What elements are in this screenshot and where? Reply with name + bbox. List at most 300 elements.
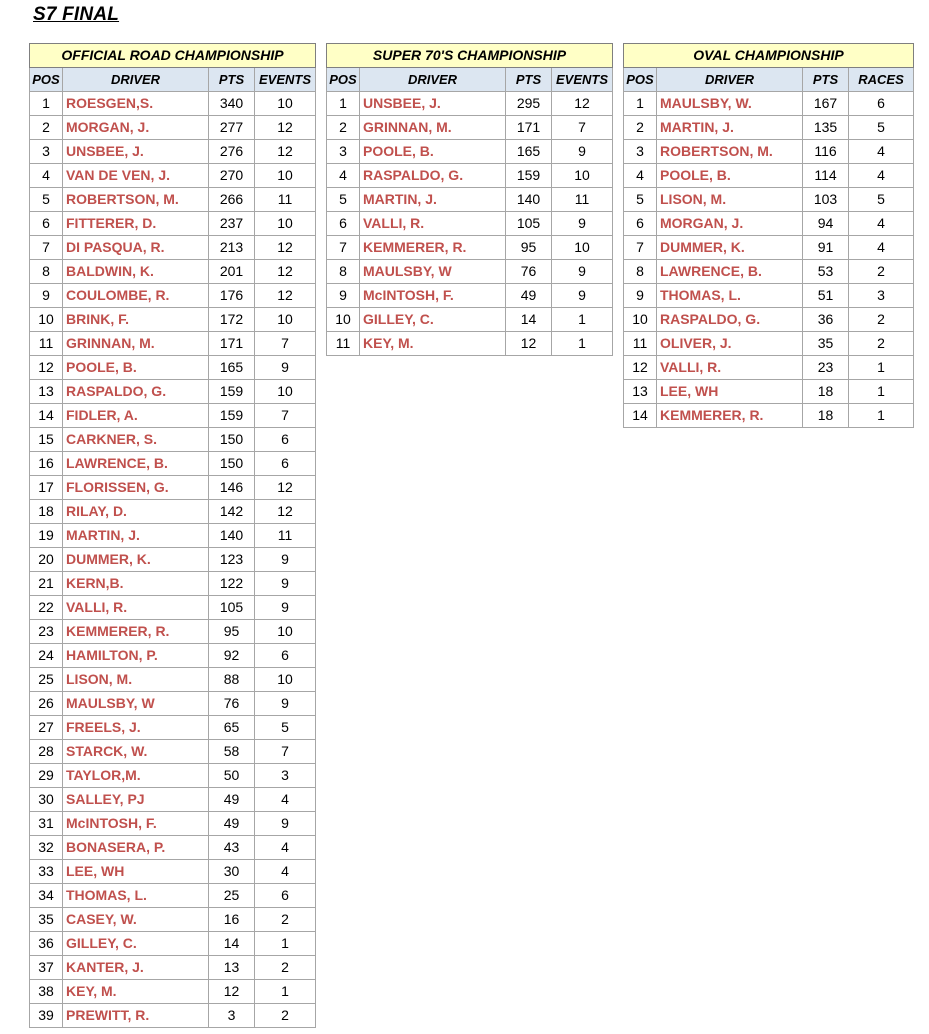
points-value: 213 [209,236,255,260]
standing-position: 33 [30,860,63,884]
table-row [30,284,316,308]
points-value: 146 [209,476,255,500]
count-value: 6 [255,452,316,476]
count-value: 7 [255,332,316,356]
count-value: 5 [849,188,914,212]
column-header-driver: DRIVER [63,68,209,92]
driver-name: CASEY, W. [63,908,209,932]
standing-position: 8 [624,260,657,284]
driver-name: POOLE, B. [63,356,209,380]
driver-name: VALLI, R. [63,596,209,620]
points-value: 76 [506,260,552,284]
table-row [30,260,316,284]
driver-name: RASPALDO, G. [63,380,209,404]
driver-name: POOLE, B. [360,140,506,164]
count-value: 10 [255,92,316,116]
points-value: 12 [209,980,255,1004]
standing-position: 2 [30,116,63,140]
table-row [30,884,316,908]
count-value: 3 [849,284,914,308]
points-value: 14 [506,308,552,332]
points-value: 165 [209,356,255,380]
count-value: 6 [255,644,316,668]
driver-name: LISON, M. [63,668,209,692]
standing-position: 11 [327,332,360,356]
table-row [30,428,316,452]
points-value: 201 [209,260,255,284]
standing-position: 34 [30,884,63,908]
table-row [30,356,316,380]
table-row [624,332,914,356]
table-row [30,236,316,260]
count-value: 4 [255,860,316,884]
count-value: 9 [552,140,613,164]
driver-name: KEMMERER, R. [360,236,506,260]
standing-position: 4 [30,164,63,188]
driver-name: OLIVER, J. [657,332,803,356]
count-value: 6 [255,884,316,908]
count-value: 6 [849,92,914,116]
driver-name: LISON, M. [657,188,803,212]
count-value: 12 [255,500,316,524]
table-row [624,92,914,116]
points-value: 95 [209,620,255,644]
points-value: 18 [803,380,849,404]
points-value: 159 [506,164,552,188]
standing-position: 6 [30,212,63,236]
table-row [327,164,613,188]
standing-position: 24 [30,644,63,668]
count-value: 2 [255,908,316,932]
count-value: 9 [552,284,613,308]
driver-name: LEE, WH [63,860,209,884]
table-row [30,620,316,644]
count-value: 10 [255,308,316,332]
standing-position: 5 [30,188,63,212]
count-value: 2 [255,956,316,980]
standing-position: 35 [30,908,63,932]
table-row [30,956,316,980]
count-value: 1 [849,380,914,404]
count-value: 1 [552,308,613,332]
points-value: 25 [209,884,255,908]
driver-name: MARTIN, J. [360,188,506,212]
points-value: 51 [803,284,849,308]
standing-position: 8 [30,260,63,284]
standing-position: 21 [30,572,63,596]
count-value: 12 [552,92,613,116]
column-header-driver: DRIVER [360,68,506,92]
count-value: 7 [255,404,316,428]
count-value: 1 [255,932,316,956]
points-value: 50 [209,764,255,788]
points-value: 295 [506,92,552,116]
page-title: S7 FINAL [33,4,120,25]
driver-name: RASPALDO, G. [360,164,506,188]
table-row [30,188,316,212]
super70-championship-table [326,43,613,356]
table-row [30,1004,316,1028]
driver-name: UNSBEE, J. [360,92,506,116]
count-value: 3 [255,764,316,788]
standing-position: 3 [30,140,63,164]
driver-name: MAULSBY, W [63,692,209,716]
points-value: 23 [803,356,849,380]
driver-name: KEMMERER, R. [657,404,803,428]
count-value: 2 [255,1004,316,1028]
points-value: 266 [209,188,255,212]
count-value: 2 [849,308,914,332]
points-value: 159 [209,380,255,404]
points-value: 30 [209,860,255,884]
driver-name: LEE, WH [657,380,803,404]
driver-name: DI PASQUA, R. [63,236,209,260]
table-row [624,164,914,188]
table-row [30,740,316,764]
driver-name: STARCK, W. [63,740,209,764]
standing-position: 1 [624,92,657,116]
points-value: 114 [803,164,849,188]
standing-position: 11 [624,332,657,356]
count-value: 12 [255,260,316,284]
table-row [30,572,316,596]
count-value: 9 [552,212,613,236]
table-row [30,836,316,860]
standing-position: 31 [30,812,63,836]
oval-championship-rows [624,92,914,428]
column-header-events: EVENTS [552,68,613,92]
count-value: 7 [255,740,316,764]
standing-position: 5 [327,188,360,212]
column-header-events: EVENTS [255,68,316,92]
standing-position: 16 [30,452,63,476]
points-value: 92 [209,644,255,668]
table-row [327,260,613,284]
points-value: 167 [803,92,849,116]
count-value: 10 [255,212,316,236]
table-row [624,236,914,260]
standing-position: 30 [30,788,63,812]
driver-name: ROBERTSON, M. [63,188,209,212]
count-value: 12 [255,284,316,308]
column-header-pos: POS [624,68,657,92]
count-value: 11 [255,188,316,212]
table-row [30,212,316,236]
table-row [30,764,316,788]
count-value: 10 [255,380,316,404]
count-value: 12 [255,140,316,164]
driver-name: RILAY, D. [63,500,209,524]
column-header-pts: PTS [506,68,552,92]
points-value: 237 [209,212,255,236]
table-row [30,716,316,740]
standing-position: 8 [327,260,360,284]
driver-name: VALLI, R. [360,212,506,236]
standing-position: 14 [624,404,657,428]
count-value: 1 [552,332,613,356]
table-row [624,356,914,380]
standing-position: 6 [624,212,657,236]
driver-name: PREWITT, R. [63,1004,209,1028]
points-value: 43 [209,836,255,860]
standing-position: 23 [30,620,63,644]
standing-position: 1 [327,92,360,116]
driver-name: THOMAS, L. [63,884,209,908]
points-value: 276 [209,140,255,164]
standing-position: 25 [30,668,63,692]
table-row [30,116,316,140]
driver-name: MAULSBY, W. [657,92,803,116]
points-value: 171 [209,332,255,356]
table-row [30,668,316,692]
table-row [327,116,613,140]
standing-position: 15 [30,428,63,452]
table-row [30,140,316,164]
driver-name: McINTOSH, F. [63,812,209,836]
standing-position: 5 [624,188,657,212]
count-value: 9 [255,548,316,572]
driver-name: GILLEY, C. [63,932,209,956]
standing-position: 4 [624,164,657,188]
road-championship-rows [30,92,316,1028]
driver-name: MARTIN, J. [63,524,209,548]
standing-position: 39 [30,1004,63,1028]
count-value: 9 [255,692,316,716]
standing-position: 1 [30,92,63,116]
column-header-driver: DRIVER [657,68,803,92]
table-row [327,284,613,308]
points-value: 16 [209,908,255,932]
standing-position: 7 [327,236,360,260]
points-value: 94 [803,212,849,236]
count-value: 1 [849,356,914,380]
table-row [30,332,316,356]
standing-position: 22 [30,596,63,620]
driver-name: POOLE, B. [657,164,803,188]
points-value: 36 [803,308,849,332]
points-value: 105 [209,596,255,620]
points-value: 91 [803,236,849,260]
count-value: 10 [255,668,316,692]
standing-position: 18 [30,500,63,524]
standing-position: 27 [30,716,63,740]
driver-name: DUMMER, K. [63,548,209,572]
table-row [327,212,613,236]
standing-position: 28 [30,740,63,764]
driver-name: BALDWIN, K. [63,260,209,284]
count-value: 9 [255,596,316,620]
standing-position: 6 [327,212,360,236]
points-value: 123 [209,548,255,572]
points-value: 270 [209,164,255,188]
super70-championship-title: SUPER 70'S CHAMPIONSHIP [327,44,613,68]
driver-name: KEY, M. [63,980,209,1004]
table-row [30,404,316,428]
standing-position: 13 [30,380,63,404]
standing-position: 13 [624,380,657,404]
points-value: 3 [209,1004,255,1028]
points-value: 340 [209,92,255,116]
driver-name: KEMMERER, R. [63,620,209,644]
points-value: 105 [506,212,552,236]
table-row [30,980,316,1004]
driver-name: MAULSBY, W [360,260,506,284]
table-row [30,692,316,716]
driver-name: BONASERA, P. [63,836,209,860]
driver-name: MORGAN, J. [657,212,803,236]
count-value: 1 [849,404,914,428]
standing-position: 7 [624,236,657,260]
driver-name: CARKNER, S. [63,428,209,452]
driver-name: BRINK, F. [63,308,209,332]
table-row [327,308,613,332]
points-value: 172 [209,308,255,332]
driver-name: FLORISSEN, G. [63,476,209,500]
table-row [30,788,316,812]
points-value: 14 [209,932,255,956]
points-value: 116 [803,140,849,164]
table-row [624,116,914,140]
table-row [624,308,914,332]
driver-name: UNSBEE, J. [63,140,209,164]
points-value: 95 [506,236,552,260]
driver-name: FITTERER, D. [63,212,209,236]
count-value: 4 [255,836,316,860]
standing-position: 9 [327,284,360,308]
points-value: 140 [209,524,255,548]
driver-name: SALLEY, PJ [63,788,209,812]
count-value: 4 [849,164,914,188]
standing-position: 2 [624,116,657,140]
super70-championship-rows [327,92,613,356]
table-row [624,404,914,428]
points-value: 165 [506,140,552,164]
table-row [30,548,316,572]
standing-position: 14 [30,404,63,428]
driver-name: HAMILTON, P. [63,644,209,668]
count-value: 4 [255,788,316,812]
standing-position: 29 [30,764,63,788]
count-value: 2 [849,260,914,284]
driver-name: VALLI, R. [657,356,803,380]
standing-position: 17 [30,476,63,500]
standing-position: 12 [624,356,657,380]
points-value: 142 [209,500,255,524]
standing-position: 2 [327,116,360,140]
count-value: 10 [255,620,316,644]
table-row [30,380,316,404]
driver-name: TAYLOR,M. [63,764,209,788]
table-row [327,236,613,260]
points-value: 35 [803,332,849,356]
table-row [327,140,613,164]
count-value: 11 [255,524,316,548]
table-row [624,140,914,164]
driver-name: KERN,B. [63,572,209,596]
points-value: 76 [209,692,255,716]
count-value: 5 [849,116,914,140]
column-header-pos: POS [30,68,63,92]
table-row [327,92,613,116]
count-value: 4 [849,140,914,164]
standing-position: 20 [30,548,63,572]
table-row [30,908,316,932]
count-value: 12 [255,116,316,140]
count-value: 10 [552,164,613,188]
points-value: 159 [209,404,255,428]
table-row [30,164,316,188]
standing-position: 9 [624,284,657,308]
driver-name: FIDLER, A. [63,404,209,428]
driver-name: RASPALDO, G. [657,308,803,332]
table-row [624,380,914,404]
points-value: 176 [209,284,255,308]
road-championship-title: OFFICIAL ROAD CHAMPIONSHIP [30,44,316,68]
driver-name: LAWRENCE, B. [657,260,803,284]
count-value: 12 [255,236,316,260]
count-value: 6 [255,428,316,452]
column-header-pos: POS [327,68,360,92]
driver-name: FREELS, J. [63,716,209,740]
column-header-races: RACES [849,68,914,92]
driver-name: VAN DE VEN, J. [63,164,209,188]
table-row [30,476,316,500]
standing-position: 37 [30,956,63,980]
count-value: 11 [552,188,613,212]
standing-position: 36 [30,932,63,956]
standing-position: 26 [30,692,63,716]
column-header-pts: PTS [803,68,849,92]
standing-position: 7 [30,236,63,260]
driver-name: KANTER, J. [63,956,209,980]
table-row [30,932,316,956]
points-value: 171 [506,116,552,140]
table-row [327,332,613,356]
standing-position: 9 [30,284,63,308]
standing-position: 10 [30,308,63,332]
table-row [624,212,914,236]
standing-position: 3 [624,140,657,164]
table-row [30,452,316,476]
table-row [624,188,914,212]
driver-name: KEY, M. [360,332,506,356]
points-value: 58 [209,740,255,764]
count-value: 9 [255,356,316,380]
points-value: 150 [209,428,255,452]
driver-name: DUMMER, K. [657,236,803,260]
standing-position: 12 [30,356,63,380]
driver-name: THOMAS, L. [657,284,803,308]
table-row [327,188,613,212]
points-value: 18 [803,404,849,428]
driver-name: ROBERTSON, M. [657,140,803,164]
standing-position: 10 [624,308,657,332]
table-row [30,524,316,548]
count-value: 10 [552,236,613,260]
driver-name: GRINNAN, M. [63,332,209,356]
standing-position: 19 [30,524,63,548]
count-value: 12 [255,476,316,500]
points-value: 122 [209,572,255,596]
oval-championship-table [623,43,914,428]
points-value: 103 [803,188,849,212]
points-value: 53 [803,260,849,284]
points-value: 135 [803,116,849,140]
points-value: 88 [209,668,255,692]
points-value: 13 [209,956,255,980]
count-value: 9 [255,812,316,836]
table-row [30,812,316,836]
